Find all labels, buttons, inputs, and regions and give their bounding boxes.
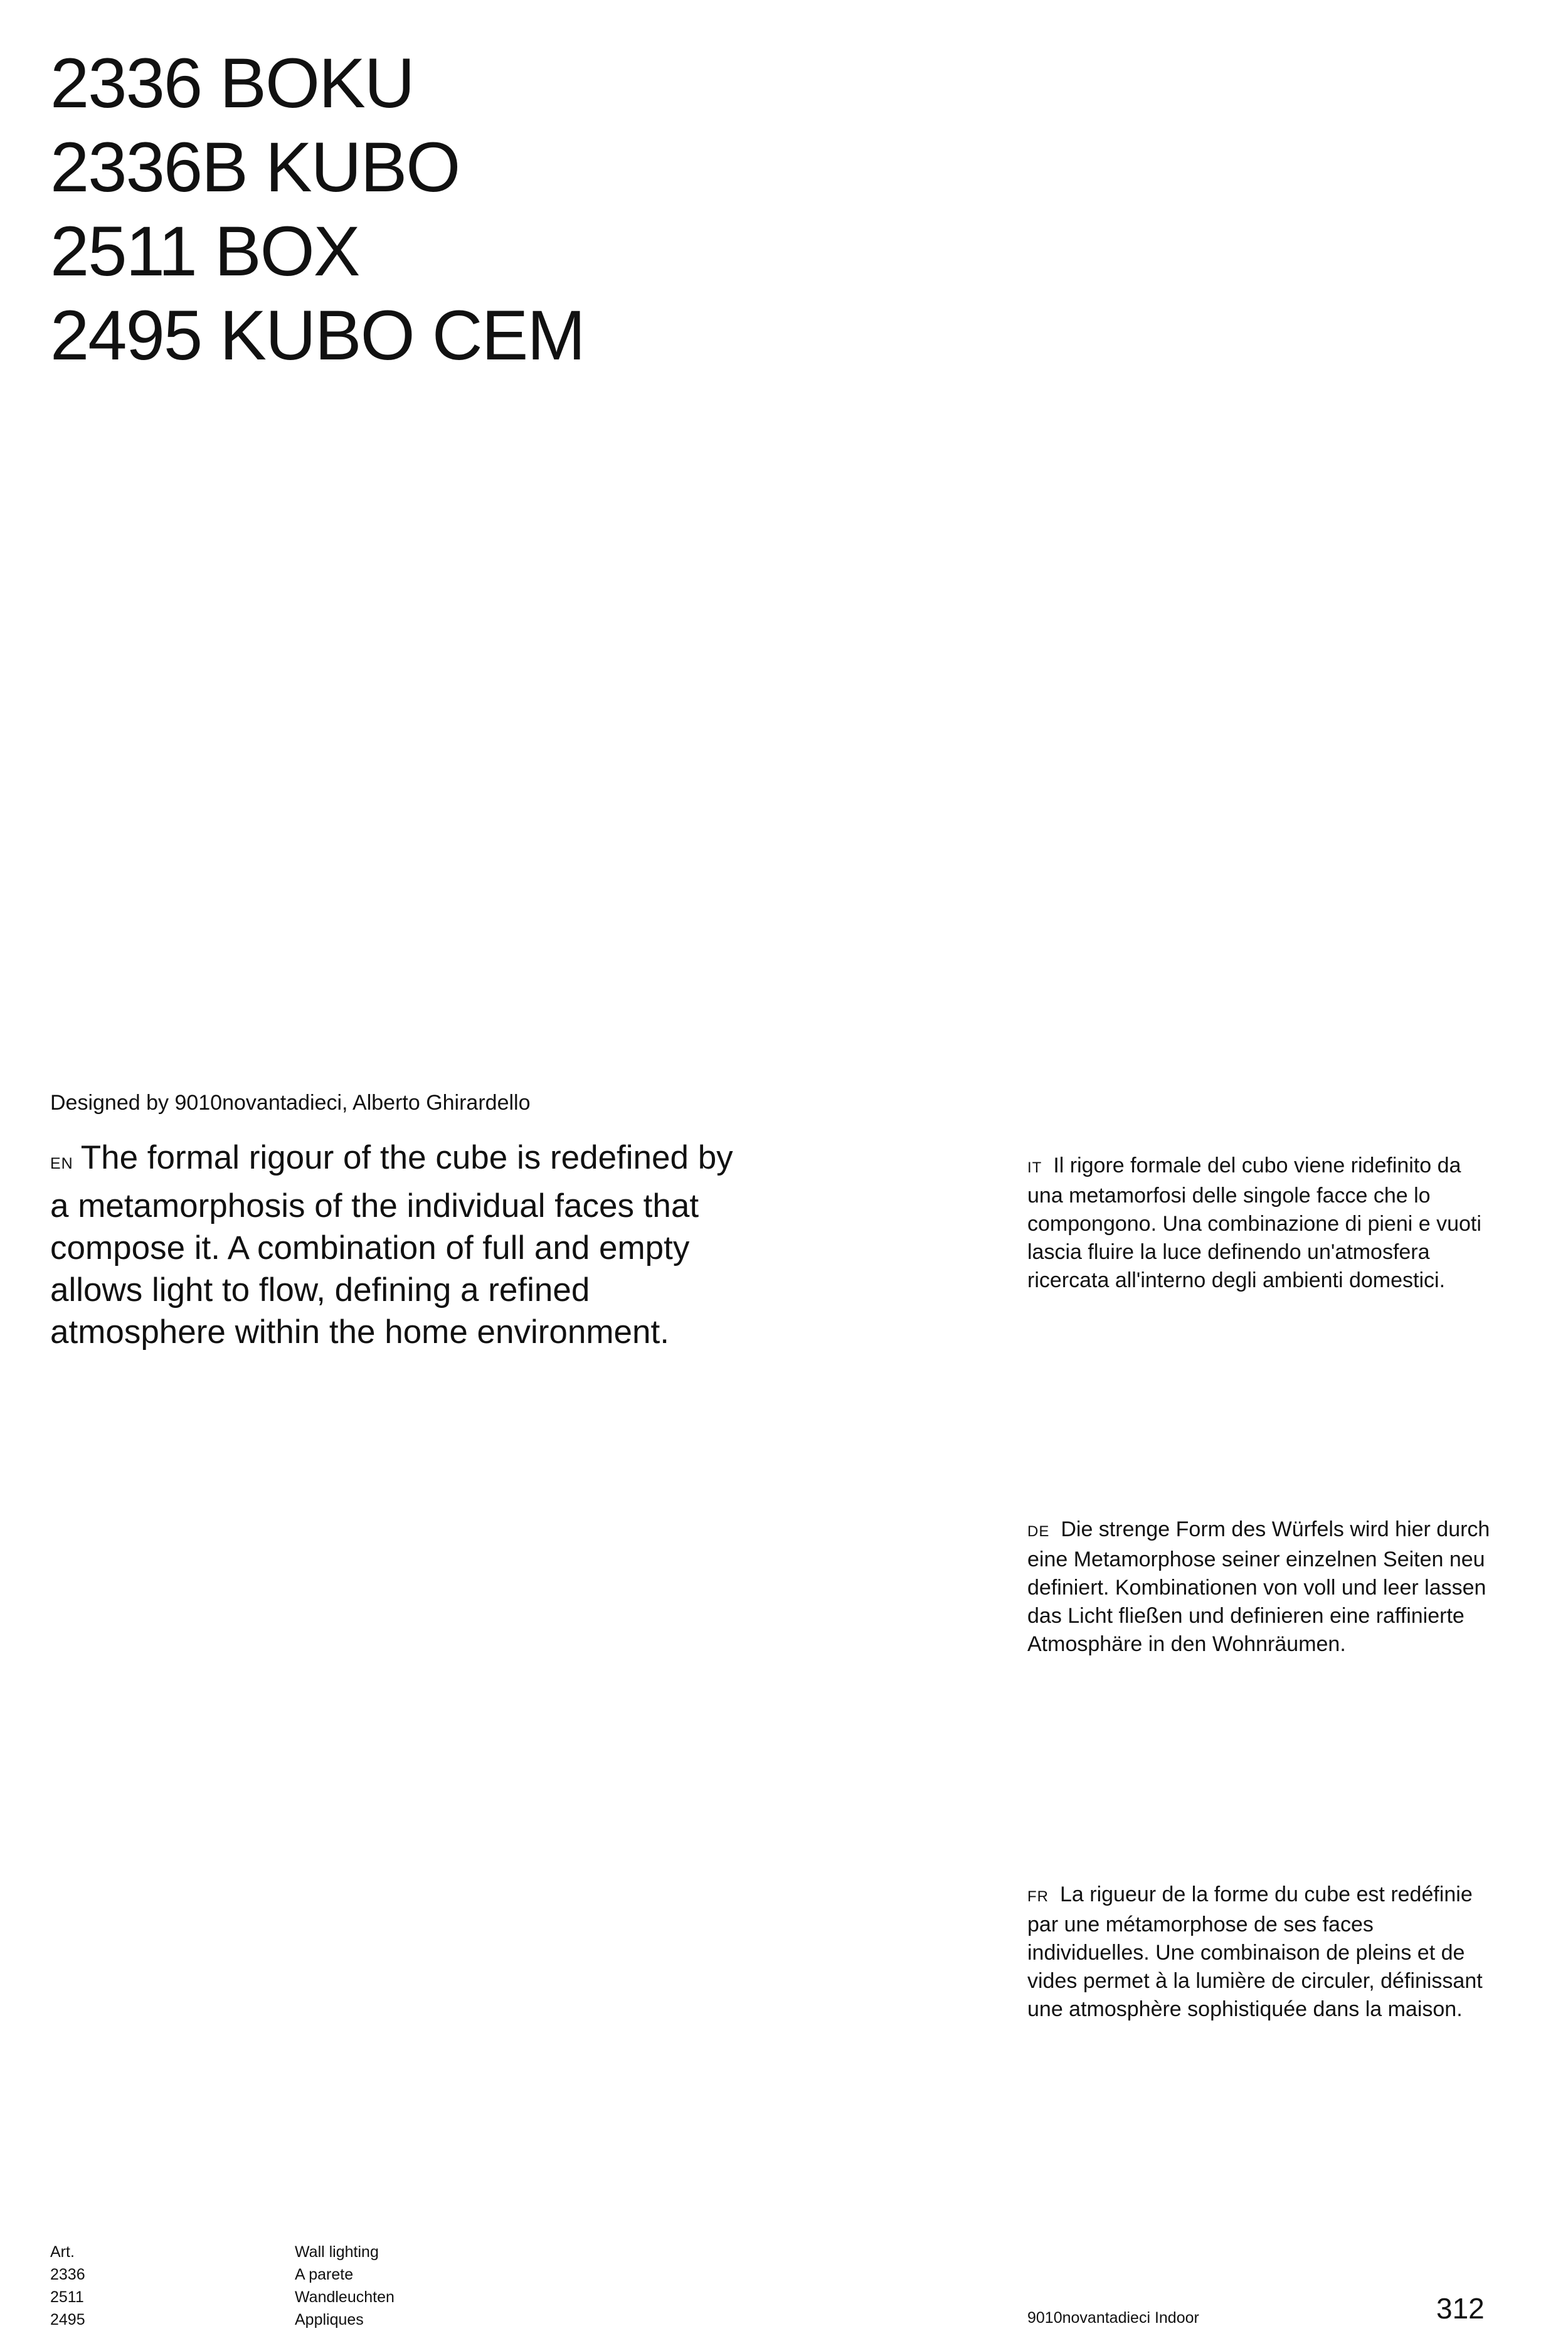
footer-article-label: Art. [50,2243,75,2261]
footer-category-fr: Appliques [295,2311,364,2328]
lang-code-it: IT [1027,1159,1042,1176]
product-titles [50,41,585,378]
lang-code-en: EN [50,1155,73,1172]
description-it [1027,1152,1491,1295]
description-fr [1027,1881,1491,2024]
description-en [50,1137,740,1353]
footer-article-number: 2495 [50,2311,85,2328]
description-de [1027,1516,1491,1659]
footer-category-en: Wall lighting [295,2243,379,2261]
lang-code-fr: FR [1027,1888,1049,1905]
designer-credit: Designed by 9010novantadieci, Alberto Ghirardello [50,1091,531,1115]
product-title-kubo-cem: 2495 KUBO CEM [50,296,585,374]
footer-article-number: 2511 [50,2288,84,2306]
lang-code-de: DE [1027,1523,1050,1540]
product-title-kubo: 2336B KUBO [50,128,460,206]
description-en-text: The formal rigour of the cube is redefined by a metamorphosis of the individual faces that compose it. A combination of full and empty allows light to flow, defining a refined atmosphere within the home environment. [50,1139,733,1351]
page-number: 312 [1436,2292,1485,2325]
description-fr-text: La rigueur de la forme du cube est redéfinie par une métamorphose de ses faces individuelles. Une combinaison de pleins et de vides permet à la lumière de circuler, définissant une atmosphère sophistiquée dans la maison. [1027,1882,1483,2021]
footer-article-number: 2336 [50,2266,85,2283]
product-title-boku: 2336 BOKU [50,44,414,122]
footer-category-de: Wandleuchten [295,2288,395,2306]
footer-category-list [295,2241,395,2331]
description-de-text: Die strenge Form des Würfels wird hier durch eine Metamorphose seiner einzelnen Seiten neu definiert. Kombinationen von voll und leer lassen das Licht fließen und definieren eine raffinierte Atmosphäre in den Wohnräumen. [1027,1517,1490,1656]
footer-category-it: A parete [295,2266,354,2283]
product-title-box: 2511 BOX [50,212,359,290]
footer-article-list [50,2241,85,2331]
description-it-text: Il rigore formale del cubo viene ridefinito da una metamorfosi delle singole facce che lo compongono. Una combinazione di pieni e vuoti lascia fluire la luce definendo un'atmosfera ricercata all'interno degli ambienti domestici. [1027,1154,1481,1292]
footer-brand: 9010novantadieci Indoor [1027,2309,1199,2327]
